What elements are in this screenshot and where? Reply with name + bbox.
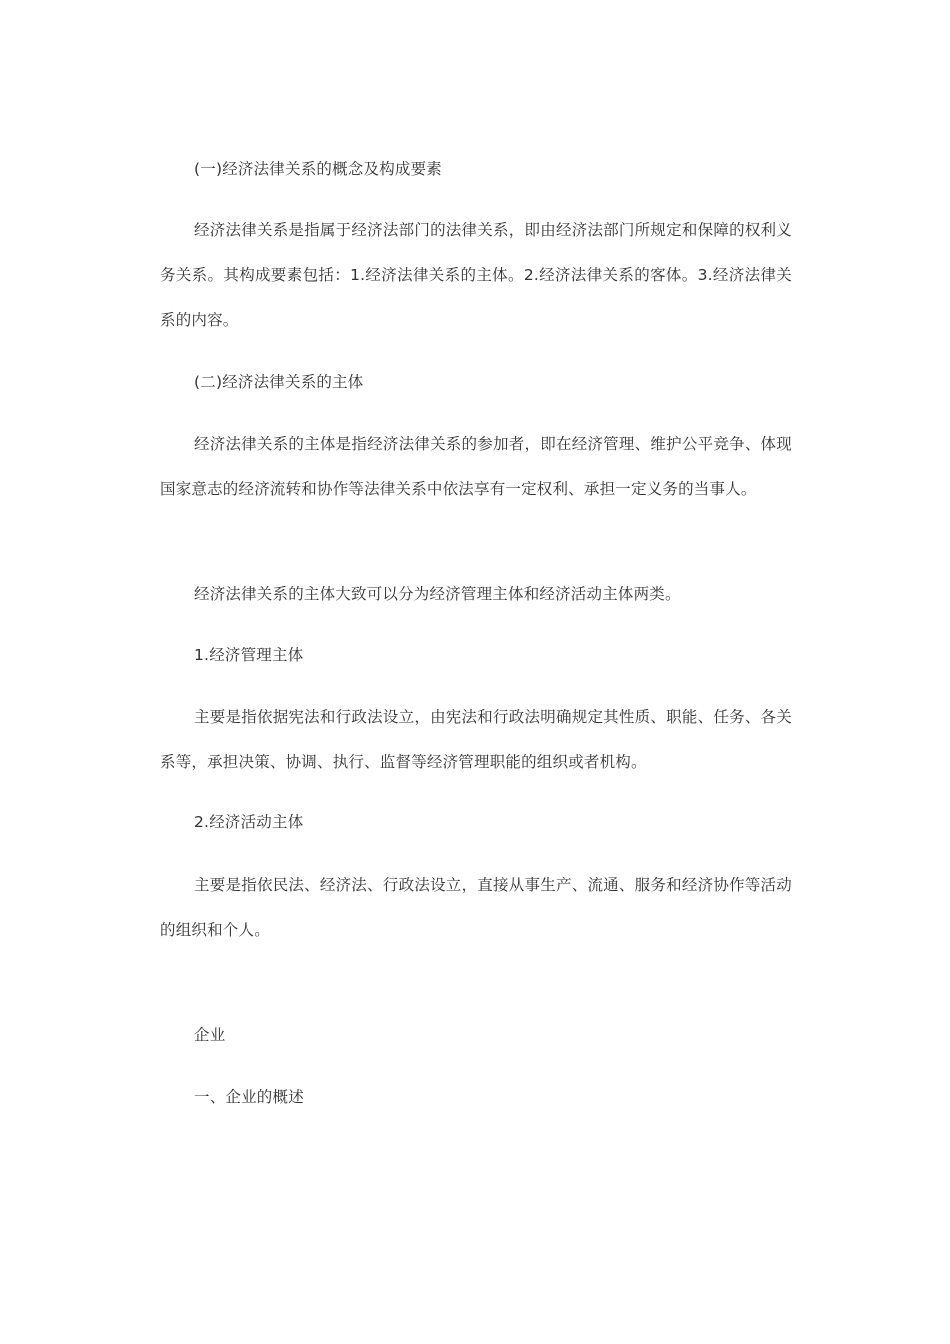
paragraph-subject-types: 经济法律关系的主体大致可以分为经济管理主体和经济活动主体两类。 bbox=[194, 585, 681, 603]
paragraph-subject-definition: 经济法律关系的主体是指经济法律关系的参加者，即在经济管理、维护公平竞争、体现国家意志的经济流转和协作等法律关系中依法享有一定权利、承担一定义务的当事人。 bbox=[160, 435, 792, 498]
section-heading-enterprise: 企业 bbox=[194, 1026, 226, 1044]
paragraph-activity-subject: 主要是指依民法、经济法、行政法设立，直接从事生产、流通、服务和经济协作等活动的组织和个人。 bbox=[160, 876, 792, 939]
paragraph-definition: 经济法律关系是指属于经济法部门的法律关系，即由经济法部门所规定和保障的权利义务关系。其构成要素包括：1.经济法律关系的主体。2.经济法律关系的客体。3.经济法律关系的内容。 bbox=[160, 221, 792, 329]
section-heading-enterprise-overview: 一、企业的概述 bbox=[194, 1088, 304, 1106]
subheading-activity-subject: 2.经济活动主体 bbox=[194, 813, 304, 831]
section-heading-subject: (二)经济法律关系的主体 bbox=[194, 373, 364, 391]
subheading-management-subject: 1.经济管理主体 bbox=[194, 646, 304, 664]
paragraph-management-subject: 主要是指依据宪法和行政法设立，由宪法和行政法明确规定其性质、职能、任务、各关系等，承担决策、协调、执行、监督等经济管理职能的组织或者机构。 bbox=[160, 708, 792, 771]
section-heading-concept: (一)经济法律关系的概念及构成要素 bbox=[194, 160, 442, 178]
